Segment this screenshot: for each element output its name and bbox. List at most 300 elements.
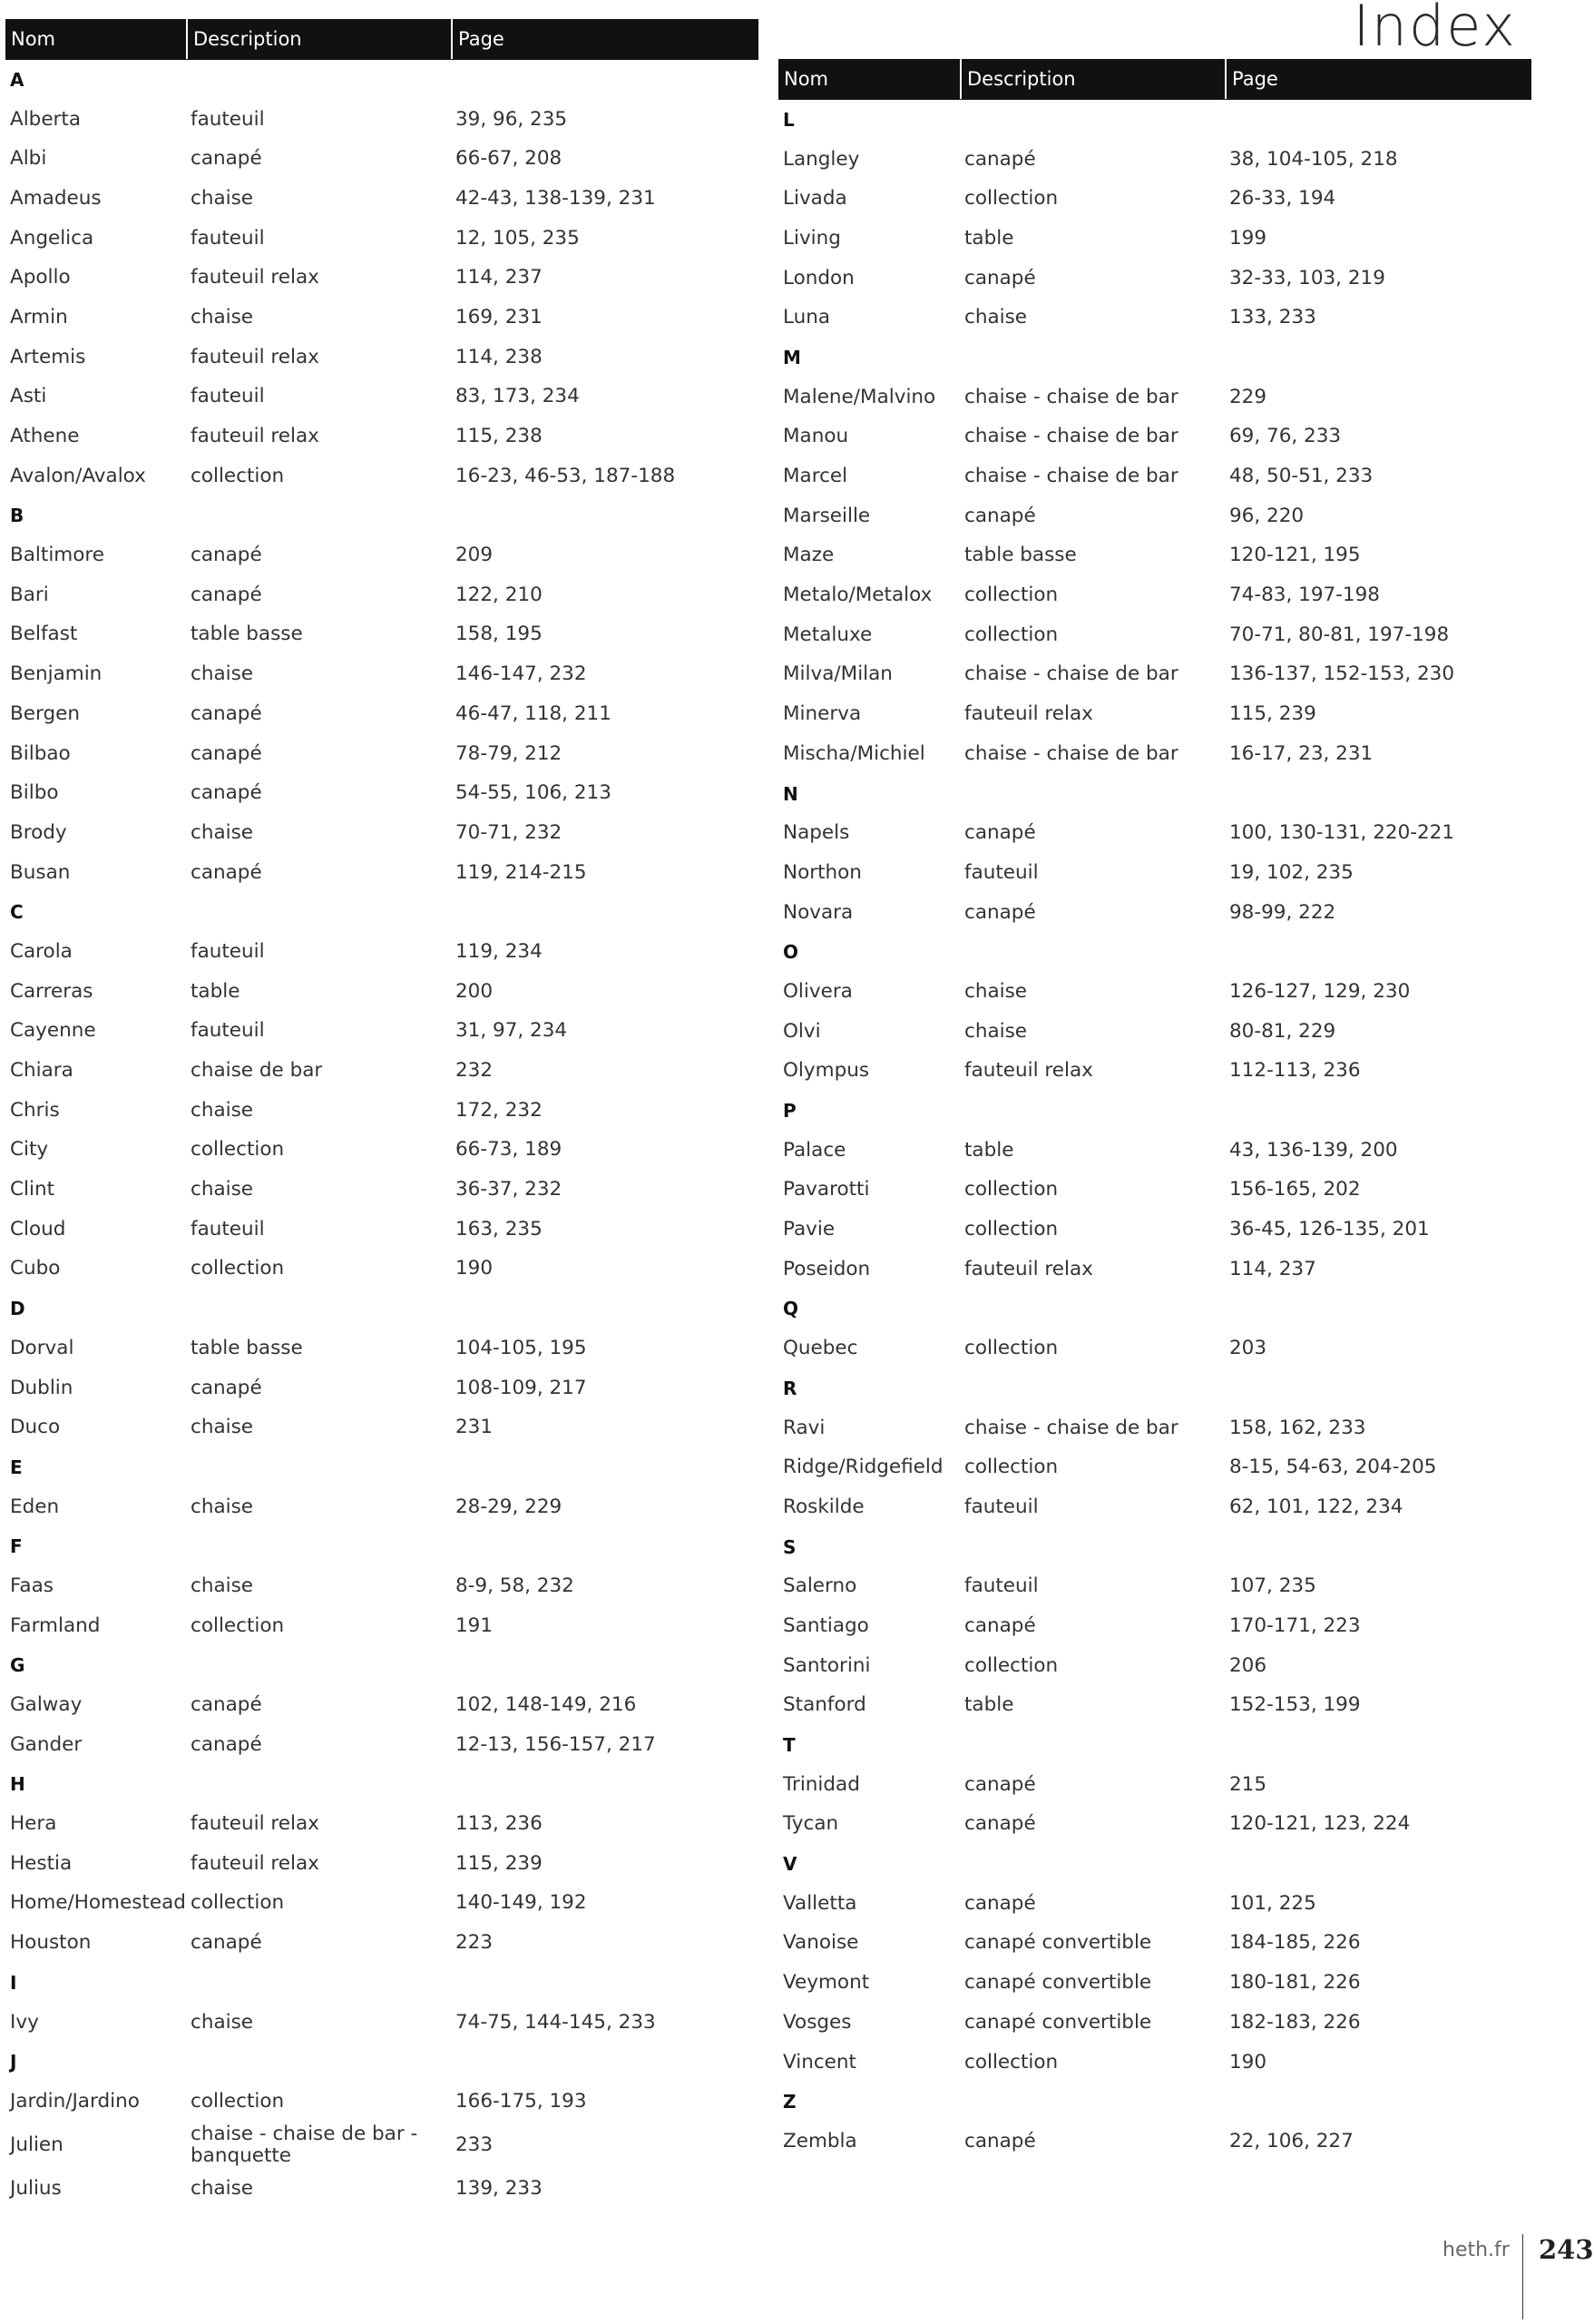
table-row	[5, 615, 758, 655]
name-cell: Artemis	[10, 345, 86, 368]
table-row	[5, 654, 758, 694]
page-cell: 31, 97, 234	[455, 1019, 568, 1043]
description-cell: table	[964, 226, 1014, 250]
name-cell: City	[10, 1138, 49, 1162]
page-cell: 66-67, 208	[455, 147, 562, 171]
description-cell: canapé	[964, 504, 1036, 527]
description-cell: collection	[191, 1891, 285, 1915]
name-cell: Apollo	[10, 266, 71, 289]
table-row	[5, 1210, 758, 1250]
page-cell: 101, 225	[1229, 1891, 1316, 1915]
name-cell: Cubo	[10, 1257, 61, 1280]
page-cell: 16-17, 23, 231	[1229, 741, 1374, 765]
description-cell: fauteuil relax	[191, 1851, 319, 1875]
table-row	[5, 1606, 758, 1646]
page-cell: 191	[455, 1613, 494, 1637]
table-row	[778, 2122, 1531, 2162]
description-cell: canapé	[191, 544, 262, 567]
name-cell: Benjamin	[10, 662, 103, 686]
name-cell: Minerva	[783, 702, 862, 726]
description-cell: chaise	[191, 662, 254, 686]
description-cell: fauteuil relax	[964, 1257, 1093, 1280]
table-row	[778, 1805, 1531, 1845]
table-row	[778, 1646, 1531, 1686]
name-cell: Carreras	[10, 979, 93, 1003]
table-row	[5, 1170, 758, 1210]
page-cell: 115, 238	[455, 425, 543, 448]
description-cell: chaise	[191, 1178, 254, 1201]
table-row	[778, 1924, 1531, 1964]
letter-heading	[778, 100, 1531, 140]
letter-heading	[778, 1368, 1531, 1408]
page-cell: 100, 130-131, 220-221	[1229, 821, 1455, 845]
letter-label: G	[10, 1654, 25, 1677]
letter-label: R	[783, 1377, 797, 1399]
page-cell: 114, 237	[455, 266, 543, 289]
description-cell: canapé	[964, 266, 1036, 289]
description-cell: collection	[191, 1613, 285, 1637]
description-cell: fauteuil relax	[191, 425, 319, 448]
letter-heading	[778, 1289, 1531, 1329]
description-cell: chaise	[191, 1098, 254, 1122]
table-row	[5, 298, 758, 338]
page-cell: 232	[455, 1059, 494, 1083]
letter-heading	[5, 496, 758, 536]
page-cell: 22, 106, 227	[1229, 2129, 1354, 2152]
page-cell: 74-75, 144-145, 233	[455, 2010, 656, 2034]
page-cell: 139, 233	[455, 2176, 543, 2200]
table-row	[778, 179, 1531, 219]
page-cell: 126-127, 129, 230	[1229, 979, 1411, 1003]
table-row	[778, 1765, 1531, 1805]
table-row	[5, 535, 758, 575]
letter-label: J	[10, 2051, 17, 2074]
name-cell: Pavarotti	[783, 1178, 870, 1201]
name-cell: Galway	[10, 1693, 83, 1717]
page-cell: 190	[1229, 2050, 1267, 2074]
description-cell: collection	[191, 1257, 285, 1280]
description-cell: chaise	[191, 186, 254, 210]
table-row	[778, 694, 1531, 734]
name-cell: Northon	[783, 860, 862, 884]
table-row	[5, 100, 758, 140]
table-row	[778, 456, 1531, 496]
name-cell: Santorini	[783, 1653, 871, 1677]
description-cell: collection	[964, 1653, 1059, 1677]
description-cell: table basse	[191, 1336, 303, 1359]
description-cell: canapé	[191, 1931, 262, 1955]
name-cell: Olympus	[783, 1059, 870, 1083]
name-cell: Metalo/Metalox	[783, 583, 933, 607]
description-cell: chaise - chaise de bar	[964, 741, 1178, 765]
description-cell: fauteuil relax	[191, 266, 319, 289]
name-cell: Novara	[783, 900, 854, 924]
description-cell: chaise	[191, 1495, 254, 1518]
index-table-right	[778, 59, 1531, 2162]
page-cell: 180-181, 226	[1229, 1971, 1361, 1995]
description-cell: canapé convertible	[964, 1971, 1152, 1995]
name-cell: Julius	[10, 2176, 62, 2200]
footer-site: heth.fr	[1442, 2239, 1510, 2261]
index-rows	[5, 60, 758, 2208]
table-header	[5, 19, 758, 60]
name-cell: Chris	[10, 1098, 60, 1122]
page-cell: 182-183, 226	[1229, 2010, 1361, 2034]
name-cell: Luna	[783, 306, 831, 329]
description-cell: fauteuil relax	[191, 1812, 319, 1836]
page-cell: 98-99, 222	[1229, 900, 1336, 924]
table-row	[5, 575, 758, 615]
table-row	[778, 655, 1531, 695]
table-row	[5, 456, 758, 496]
description-cell: table	[191, 979, 240, 1003]
description-cell: canapé convertible	[964, 2010, 1152, 2034]
page-cell: 209	[455, 544, 494, 567]
page-cell: 16-23, 46-53, 187-188	[455, 464, 676, 487]
table-row	[5, 258, 758, 298]
description-cell: chaise de bar	[191, 1059, 323, 1083]
page-cell: 119, 214-215	[455, 860, 587, 884]
name-cell: Bilbao	[10, 741, 71, 765]
table-row	[5, 179, 758, 219]
description-cell: collection	[964, 1337, 1059, 1360]
page-cell: 74-83, 197-198	[1229, 583, 1380, 607]
description-cell: canapé convertible	[964, 1931, 1152, 1955]
letter-heading	[778, 1844, 1531, 1884]
table-row	[5, 417, 758, 456]
description-cell: chaise	[191, 1416, 254, 1439]
letter-heading	[778, 1527, 1531, 1567]
description-cell: chaise - chaise de bar	[964, 465, 1178, 488]
index-table-left	[5, 19, 758, 2208]
table-row	[5, 1091, 758, 1131]
letter-heading	[5, 2042, 758, 2082]
table-row	[778, 615, 1531, 655]
table-row	[5, 694, 758, 734]
table-row	[5, 1329, 758, 1368]
letter-heading	[5, 1289, 758, 1329]
name-cell: Marcel	[783, 465, 848, 488]
description-cell: chaise	[191, 2176, 254, 2200]
name-cell: Albi	[10, 147, 47, 171]
page-cell: 233	[455, 2133, 494, 2156]
description-cell: canapé	[191, 781, 262, 805]
description-cell: canapé	[191, 147, 262, 171]
page-cell: 48, 50-51, 233	[1229, 465, 1374, 488]
name-cell: Roskilde	[783, 1495, 865, 1518]
letter-heading	[5, 1447, 758, 1487]
page-cell: 166-175, 193	[455, 2089, 587, 2113]
description-cell: table	[964, 1693, 1014, 1717]
name-cell: Bilbo	[10, 781, 59, 805]
name-cell: Napels	[783, 821, 850, 845]
description-cell: canapé	[964, 1812, 1036, 1836]
name-cell: Belfast	[10, 623, 78, 646]
description-cell: canapé	[191, 1693, 262, 1717]
table-row	[778, 853, 1531, 893]
table-row	[778, 1447, 1531, 1487]
name-cell: Houston	[10, 1931, 92, 1955]
letter-heading	[5, 1526, 758, 1566]
description-cell: collection	[964, 1178, 1059, 1201]
letter-heading	[5, 60, 758, 100]
table-row	[778, 1012, 1531, 1052]
name-cell: Veymont	[783, 1971, 870, 1995]
letter-heading	[778, 2082, 1531, 2122]
table-row	[5, 1923, 758, 1963]
letter-label: H	[10, 1773, 25, 1796]
name-cell: Tycan	[783, 1812, 839, 1836]
name-cell: Palace	[783, 1138, 846, 1162]
name-cell: Milva/Milan	[783, 662, 893, 686]
footer-divider	[1522, 2234, 1523, 2319]
page-cell: 8-15, 54-63, 204-205	[1229, 1456, 1437, 1479]
description-cell: chaise	[964, 306, 1028, 329]
name-cell: Vincent	[783, 2050, 856, 2074]
name-cell: Olvi	[783, 1019, 821, 1043]
page-cell: 8-9, 58, 232	[455, 1574, 574, 1597]
name-cell: Bari	[10, 583, 49, 606]
name-cell: London	[783, 266, 855, 289]
description-cell: fauteuil	[191, 1019, 265, 1043]
header-page: Page	[1225, 59, 1531, 99]
table-row	[5, 1368, 758, 1408]
page-cell: 206	[1229, 1653, 1267, 1677]
table-row	[5, 139, 758, 179]
page-cell: 172, 232	[455, 1098, 543, 1122]
page-cell: 146-147, 232	[455, 662, 587, 686]
name-cell: Angelica	[10, 226, 94, 250]
page-cell: 122, 210	[455, 583, 543, 606]
description-cell: chaise - chaise de bar - banquette	[191, 2122, 418, 2167]
letter-label: M	[783, 346, 801, 368]
letter-heading	[5, 1765, 758, 1805]
description-cell: collection	[964, 1218, 1059, 1241]
name-cell: Busan	[10, 860, 71, 884]
description-cell: canapé	[964, 1891, 1036, 1915]
name-cell: Ravi	[783, 1416, 826, 1439]
page-cell: 115, 239	[1229, 702, 1316, 726]
letter-heading	[778, 932, 1531, 972]
description-cell: fauteuil relax	[964, 702, 1093, 726]
table-row	[778, 1131, 1531, 1171]
name-cell: Poseidon	[783, 1257, 871, 1280]
description-cell: canapé	[191, 741, 262, 765]
table-row	[778, 1329, 1531, 1368]
table-row	[5, 972, 758, 1012]
name-cell: Mischa/Michiel	[783, 741, 925, 765]
table-row	[778, 2043, 1531, 2083]
description-cell: fauteuil relax	[191, 345, 319, 368]
page-cell: 133, 233	[1229, 306, 1316, 329]
table-row	[5, 1051, 758, 1091]
page-cell: 36-45, 126-135, 201	[1229, 1218, 1430, 1241]
name-cell: Livada	[783, 187, 847, 211]
description-cell: collection	[191, 1138, 285, 1162]
name-cell: Ivy	[10, 2010, 39, 2034]
description-cell: chaise	[964, 1019, 1028, 1043]
name-cell: Langley	[783, 147, 860, 171]
page-cell: 112-113, 236	[1229, 1059, 1361, 1083]
name-cell: Alberta	[10, 107, 82, 131]
letter-label: T	[783, 1734, 796, 1757]
name-cell: Zembla	[783, 2129, 857, 2152]
name-cell: Manou	[783, 425, 849, 448]
description-cell: fauteuil	[191, 107, 265, 131]
page-cell: 114, 237	[1229, 1257, 1316, 1280]
letter-heading	[5, 1646, 758, 1686]
description-cell: collection	[964, 187, 1059, 211]
table-row	[5, 1407, 758, 1447]
name-cell: Vanoise	[783, 1931, 859, 1955]
table-row	[778, 1686, 1531, 1726]
table-row	[5, 1844, 758, 1884]
description-cell: chaise	[964, 979, 1028, 1003]
description-cell: chaise - chaise de bar	[964, 662, 1178, 686]
name-cell: Cayenne	[10, 1019, 96, 1043]
page-cell: 12, 105, 235	[455, 226, 580, 250]
letter-label: F	[10, 1535, 23, 1558]
letter-heading	[778, 774, 1531, 814]
table-row	[778, 417, 1531, 457]
page-cell: 80-81, 229	[1229, 1019, 1336, 1043]
page-cell: 231	[455, 1416, 494, 1439]
description-cell: chaise	[191, 2010, 254, 2034]
name-cell: Farmland	[10, 1613, 101, 1637]
description-cell: chaise - chaise de bar	[964, 1416, 1178, 1439]
description-cell: collection	[191, 464, 285, 487]
page-cell: 12-13, 156-157, 217	[455, 1732, 656, 1756]
page-cell: 113, 236	[455, 1812, 543, 1836]
name-cell: Olivera	[783, 979, 853, 1003]
index-rows	[778, 100, 1531, 2162]
name-cell: Bergen	[10, 701, 80, 725]
page-cell: 114, 238	[455, 345, 543, 368]
description-cell: chaise	[191, 820, 254, 844]
page-cell: 200	[455, 979, 494, 1003]
table-row	[5, 1487, 758, 1527]
name-cell: Asti	[10, 385, 47, 408]
page-cell: 120-121, 195	[1229, 544, 1361, 567]
table-row	[5, 2169, 758, 2209]
name-cell: Dublin	[10, 1376, 73, 1399]
table-row	[778, 1884, 1531, 1924]
name-cell: Gander	[10, 1732, 83, 1756]
name-cell: Clint	[10, 1178, 55, 1201]
letter-label: Q	[783, 1298, 799, 1320]
table-row	[778, 140, 1531, 180]
description-cell: fauteuil	[964, 860, 1039, 884]
name-cell: Faas	[10, 1574, 54, 1597]
letter-label: A	[10, 68, 24, 91]
letter-heading	[778, 1725, 1531, 1765]
description-cell: collection	[964, 1456, 1059, 1479]
page-number: 243	[1539, 2234, 1594, 2265]
page-cell: 70-71, 232	[455, 820, 562, 844]
description-cell: fauteuil	[191, 226, 265, 250]
name-cell: Pavie	[783, 1218, 836, 1241]
name-cell: Quebec	[783, 1337, 858, 1360]
page-cell: 66-73, 189	[455, 1138, 562, 1162]
page-cell: 156-165, 202	[1229, 1178, 1361, 1201]
table-row	[5, 2122, 758, 2169]
page-cell: 108-109, 217	[455, 1376, 587, 1399]
table-row	[778, 378, 1531, 417]
description-cell: chaise - chaise de bar	[964, 425, 1178, 448]
table-row	[778, 1250, 1531, 1289]
letter-label: C	[10, 901, 24, 924]
page-cell: 136-137, 152-153, 230	[1229, 662, 1455, 686]
name-cell: Avalon/Avalox	[10, 464, 146, 487]
name-cell: Maze	[783, 544, 835, 567]
page-cell: 54-55, 106, 213	[455, 781, 611, 805]
table-row	[5, 219, 758, 259]
page-cell: 19, 102, 235	[1229, 860, 1354, 884]
table-row	[5, 1804, 758, 1844]
name-cell: Malene/Malvino	[783, 385, 936, 408]
description-cell: chaise	[191, 1574, 254, 1597]
description-cell: collection	[964, 583, 1059, 607]
table-row	[778, 1963, 1531, 2003]
description-cell: fauteuil	[191, 939, 265, 963]
table-row	[778, 1566, 1531, 1606]
name-cell: Armin	[10, 305, 68, 328]
table-row	[778, 259, 1531, 299]
page-cell: 163, 235	[455, 1217, 543, 1240]
header-description: Description	[186, 19, 451, 59]
name-cell: Salerno	[783, 1574, 857, 1598]
description-cell: canapé	[964, 147, 1036, 171]
description-cell: canapé	[191, 583, 262, 606]
table-row	[778, 219, 1531, 259]
name-cell: Valletta	[783, 1891, 857, 1915]
name-cell: Dorval	[10, 1336, 74, 1359]
letter-label: I	[10, 1971, 17, 1994]
name-cell: Carola	[10, 939, 73, 963]
description-cell: collection	[191, 2089, 285, 2113]
description-cell: fauteuil	[964, 1495, 1039, 1518]
letter-label: E	[10, 1456, 23, 1478]
page-cell: 158, 162, 233	[1229, 1416, 1366, 1439]
page-cell: 28-29, 229	[455, 1495, 562, 1518]
page-cell: 140-149, 192	[455, 1891, 587, 1915]
table-row	[778, 1171, 1531, 1211]
name-cell: Chiara	[10, 1059, 73, 1083]
page-cell: 169, 231	[455, 305, 543, 328]
name-cell: Santiago	[783, 1613, 869, 1637]
name-cell: Julien	[10, 2133, 64, 2156]
page-cell: 120-121, 123, 224	[1229, 1812, 1411, 1836]
table-row	[778, 1487, 1531, 1527]
page-title: Index	[1353, 0, 1517, 59]
page-cell: 46-47, 118, 211	[455, 701, 611, 725]
description-cell: canapé	[191, 860, 262, 884]
table-row	[778, 1052, 1531, 1092]
table-row	[778, 2003, 1531, 2043]
table-row	[5, 813, 758, 853]
table-row	[778, 1606, 1531, 1646]
letter-label: L	[783, 108, 795, 131]
letter-label: O	[783, 941, 799, 964]
page-cell: 43, 136-139, 200	[1229, 1138, 1398, 1162]
page-cell: 184-185, 226	[1229, 1931, 1361, 1955]
table-row	[778, 813, 1531, 853]
page-cell: 107, 235	[1229, 1574, 1316, 1598]
description-cell: canapé	[964, 2129, 1036, 2152]
table-row	[5, 338, 758, 378]
header-name: Nom	[784, 68, 829, 90]
table-row	[778, 893, 1531, 933]
